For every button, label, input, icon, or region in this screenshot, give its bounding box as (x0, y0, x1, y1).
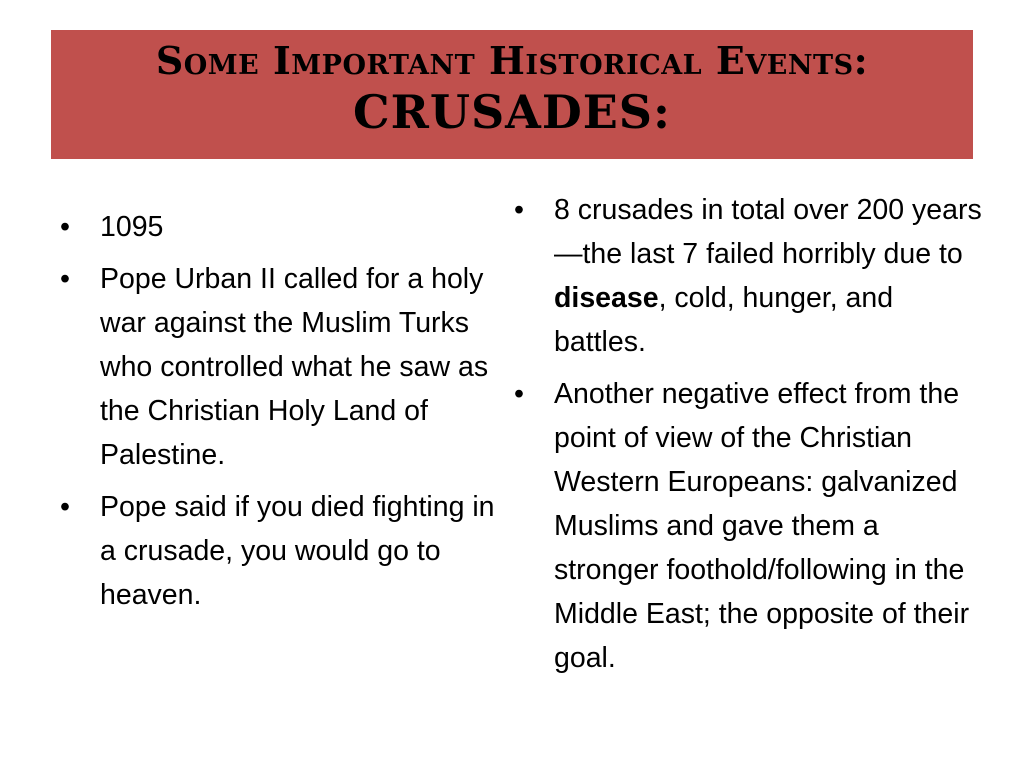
list-item (58, 205, 498, 249)
slide-subtitle: CRUSADES: (352, 85, 672, 139)
right-bullet-list (512, 188, 982, 688)
left-bullet-list (58, 205, 498, 625)
emphasis-text: disease (554, 282, 659, 314)
bullet-icon: • (514, 378, 524, 410)
slide-title: Some Important Historical Events: (155, 38, 869, 83)
bullet-icon: • (60, 263, 70, 295)
bullet-text: 1095 (100, 211, 164, 243)
list-item (58, 257, 498, 477)
list-item (58, 485, 498, 617)
bullet-text: Another negative effect from the point of view of the Christian Western Europeans: galvanized Muslims and gave them a stronger foothold/following in the Middle East; the opposite of their goal. (554, 378, 970, 674)
list-item (512, 188, 982, 364)
bullet-text-part: 8 crusades in total over 200 years—the last 7 failed horribly due to (554, 194, 982, 270)
bullet-text: Pope Urban II called for a holy war against the Muslim Turks who controlled what he saw as the Christian Holy Land of Palestine. (100, 263, 489, 471)
list-item (512, 372, 982, 680)
bullet-text (554, 194, 982, 358)
bullet-text-part: , cold, hunger, and battles. (554, 282, 894, 358)
bullet-icon: • (60, 491, 70, 523)
bullet-icon: • (60, 211, 70, 243)
title-banner (51, 30, 973, 159)
bullet-icon: • (514, 194, 524, 226)
bullet-text: Pope said if you died fighting in a crusade, you would go to heaven. (100, 491, 495, 611)
